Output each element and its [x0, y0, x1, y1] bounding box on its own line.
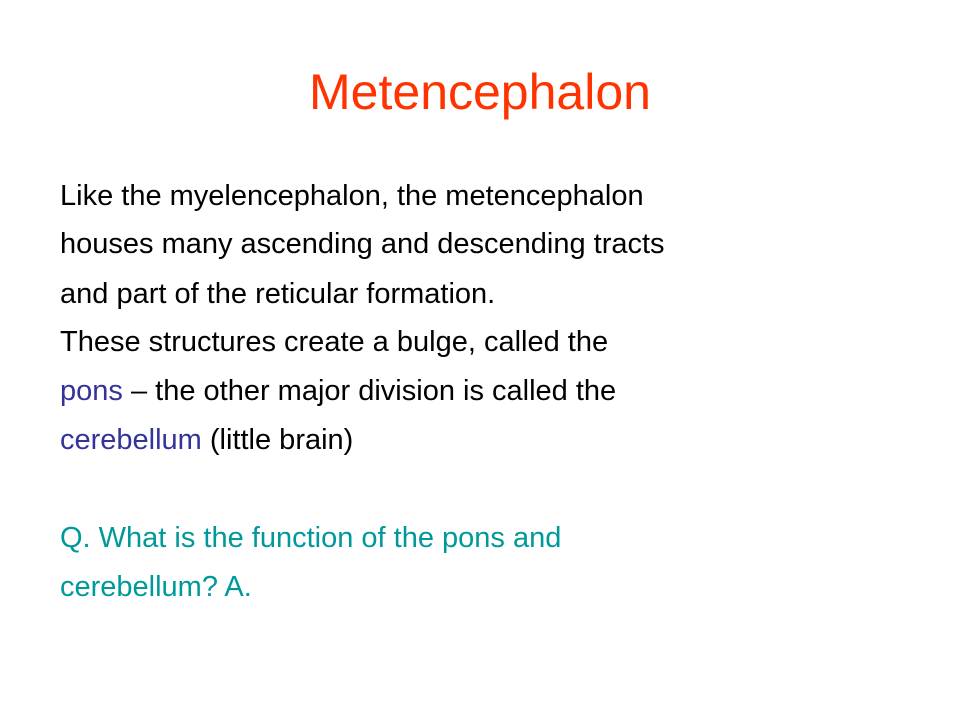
term-cerebellum: cerebellum — [60, 424, 202, 456]
body-line-1: Like the myelencephalon, the metencephalon — [60, 180, 644, 212]
body-line-5 — [60, 373, 940, 409]
body-line-4: These structures create a bulge, called the — [60, 326, 609, 358]
question-line-1: Q. What is the function of the pons and — [60, 522, 562, 554]
body-line-5-rest: – the other major division is called the — [122, 375, 617, 407]
slide-title: Metencephalon — [309, 64, 651, 120]
term-pons: pons — [60, 375, 123, 407]
body-line-3: and part of the reticular formation. — [60, 278, 496, 310]
body-line-6-rest: (little brain) — [201, 424, 354, 456]
question-line-2: cerebellum? A. — [60, 571, 252, 603]
body-line-2: houses many ascending and descending tracts — [60, 228, 665, 260]
body-line-6 — [60, 422, 940, 458]
